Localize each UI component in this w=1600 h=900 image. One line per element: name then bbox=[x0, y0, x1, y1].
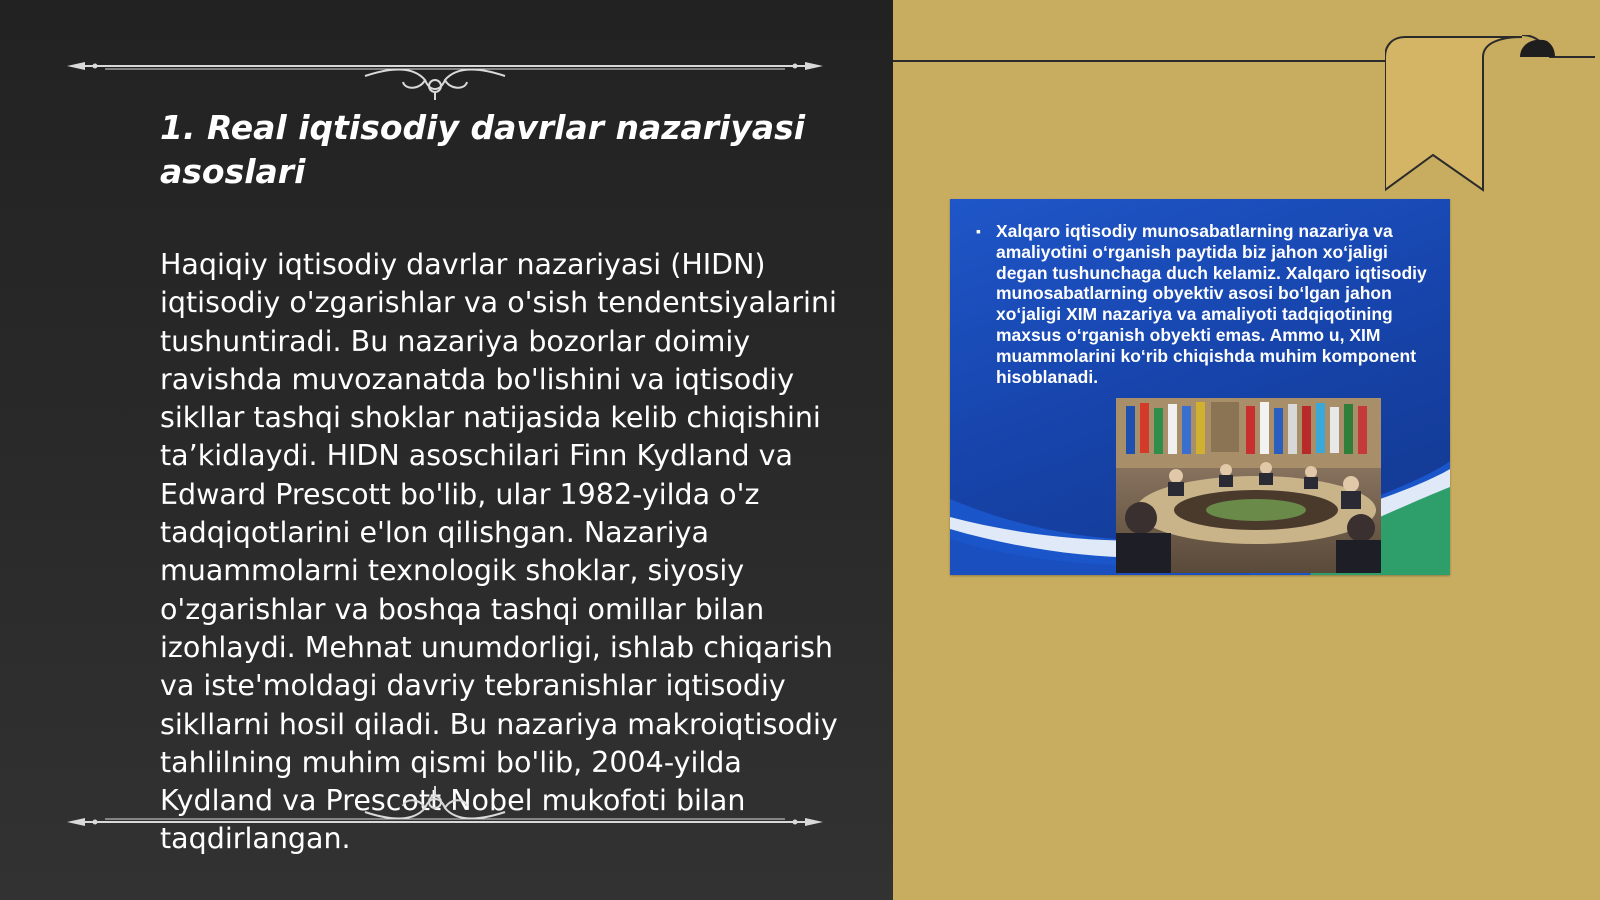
slide-title: 1. Real iqtisodiy davrlar nazariyasi asoslari bbox=[160, 108, 806, 191]
slide-body-text: Haqiqiy iqtisodiy davrlar nazariyasi (HIDN) iqtisodiy o'zgarishlar va o'sish tendentsiyalarini tushuntiradi. Bu nazariya bozorlar doimiy ravishda muvozanatda bo'lishini va iqtisodiy sikllar tashqi shoklar natijasida kelib chiqishini ta’kidlaydi. HIDN asoschilari Finn Kydland va Edward Prescott bo'lib, ular 1982-yilda o'z tadqiqotlarini e'lon qilishgan. Nazariya muammolarni texnologik shoklar, siyosiy o'zgarishlar va boshqa tashqi omillar bilan izohlaydi. Mehnat unumdorligi, ishlab chiqarish va iste'moldagi davriy tebranishlar iqtisodiy sikllarni hosil qiladi. Bu nazariya makroiqtisodiy tahlilning muhim qismi bo'lib, 2004-yilda Kydland va Prescott Nobel mukofoti bilan taqdirlangan. bbox=[160, 248, 838, 856]
bullet-square-icon: ▪ bbox=[976, 223, 981, 239]
ornament-divider-bottom bbox=[65, 770, 825, 830]
bookmark-ribbon-icon bbox=[1385, 35, 1595, 200]
card-bullet-item bbox=[976, 221, 1436, 387]
ornament-divider-top bbox=[65, 40, 825, 100]
flags-row bbox=[1126, 402, 1367, 454]
info-card bbox=[950, 199, 1450, 575]
right-panel bbox=[893, 0, 1600, 900]
card-bullet-text: Xalqaro iqtisodiy munosabatlarning nazariya va amaliyotini o‘rganish paytida biz jahon xo‘jaligi degan tushunchaga duch kelamiz. Xalqaro iqtisodiy munosabatlarning obyektiv asosi bo‘lgan jahon xo‘jaligi XIM nazariya va amaliyoti tadqiqotining maxsus o‘rganish obyekti emas. Ammo u, XIM muammolarini ko‘rib chiqishda muhim komponent hisoblanadi. bbox=[996, 221, 1427, 387]
summit-meeting-photo bbox=[1116, 398, 1381, 573]
top-rule-line bbox=[893, 60, 1438, 62]
